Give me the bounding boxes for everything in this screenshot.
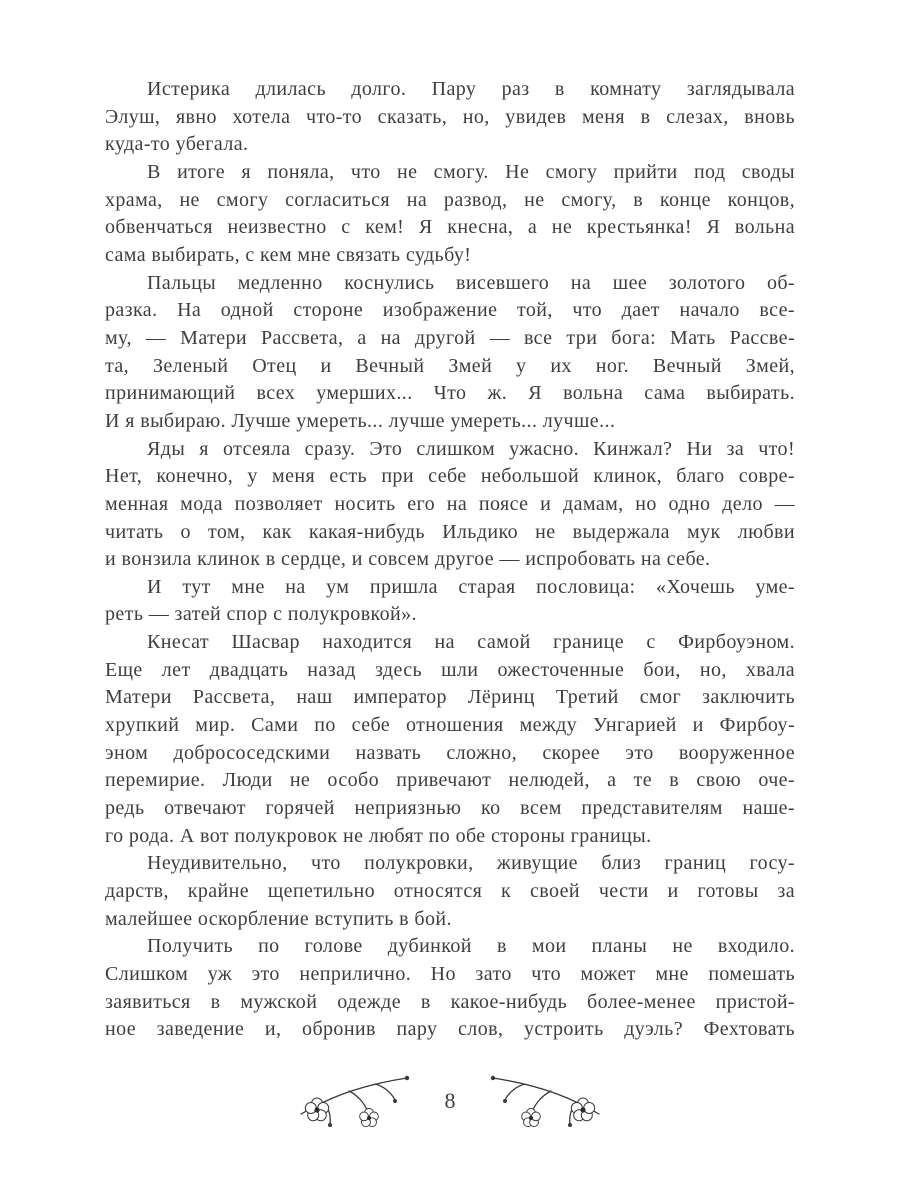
text-line: ное заведение и, обронив пару слов, устроить дуэль? Фехтовать xyxy=(105,1018,795,1041)
paragraph xyxy=(105,574,795,629)
text-line: реть — затей спор с полукровкой». xyxy=(105,603,417,626)
text-line: Нет, конечно, у меня есть при себе небольшой клинок, благо совре- xyxy=(105,465,795,488)
page-text xyxy=(105,76,795,1044)
paragraph xyxy=(105,436,795,574)
text-line: дарств, крайне щепетильно относятся к своей чести и готовы за xyxy=(105,880,795,903)
text-line: И тут мне на ум пришла старая пословица: «Хочешь уме- xyxy=(147,575,795,598)
paragraph xyxy=(105,159,795,270)
paragraph xyxy=(105,850,795,933)
text-line: малейшее оскорбление вступить в бой. xyxy=(105,907,452,930)
text-line: Получить по голове дубинкой в мои планы не входило. xyxy=(147,935,795,958)
floral-ornament-left-icon xyxy=(295,1070,413,1132)
text-line: обвенчаться неизвестно с кем! Я кнесна, а не крестьянка! Я вольна xyxy=(105,216,795,239)
text-line: менная мода позволяет носить его на поясе и дамам, но одно дело — xyxy=(105,492,795,515)
text-line: заявиться в мужской одежде в какое-нибудь более-менее пристой- xyxy=(105,990,795,1013)
text-line: храма, не смогу согласиться на развод, не смогу, в конце концов, xyxy=(105,188,795,211)
text-line: читать о том, как какая-нибудь Ильдико не выдержала мук любви xyxy=(105,520,795,543)
text-line: разка. На одной стороне изображение той, что дает начало все- xyxy=(105,299,795,322)
text-line: сама выбирать, с кем мне связать судьбу! xyxy=(105,243,472,266)
text-line: Пальцы медленно коснулись висевшего на шее золотого об- xyxy=(147,271,795,294)
text-line: го рода. А вот полукровок не любят по обе стороны границы. xyxy=(105,824,652,847)
text-line: И я выбираю. Лучше умереть... лучше умереть... лучше... xyxy=(105,409,616,432)
text-line: му, — Матери Рассвета, а на другой — все три бога: Мать Рассве- xyxy=(105,326,795,349)
text-line: эном добрососедскими назвать сложно, скорее это вооруженное xyxy=(105,741,795,764)
paragraph xyxy=(105,933,795,1044)
text-line: Неудивительно, что полукровки, живущие близ границ госу- xyxy=(147,852,795,875)
paragraph xyxy=(105,76,795,159)
text-line: Кнесат Шасвар находится на самой границе с Фирбоуэном. xyxy=(147,631,795,654)
text-line: та, Зеленый Отец и Вечный Змей у их ног. Вечный Змей, xyxy=(105,354,795,377)
text-line: Истерика длилась долго. Пару раз в комнату заглядывала xyxy=(147,78,795,100)
text-line: В итоге я поняла, что не смогу. Не смогу прийти под своды xyxy=(147,160,795,183)
text-line: редь отвечают горячей неприязнью ко всем представителям наше- xyxy=(105,797,795,820)
text-line: перемирие. Люди не особо привечают нелюдей, а те в свою оче- xyxy=(105,769,795,792)
text-line: хрупкий мир. Сами по себе отношения между Унгарией и Фирбоу- xyxy=(105,714,795,737)
text-line: куда-то убегала. xyxy=(105,133,249,156)
text-line: Еще лет двадцать назад здесь шли ожесточенные бои, но, хвала xyxy=(105,658,795,681)
page-number: 8 xyxy=(444,1087,456,1113)
page-footer xyxy=(0,1070,900,1132)
floral-ornament-right-icon xyxy=(487,1070,605,1132)
text-line: Матери Рассвета, наш император Лёринц Третий смог заключить xyxy=(105,686,795,709)
text-line: Слишком уж это неприлично. Но зато что может мне помешать xyxy=(105,963,795,985)
paragraph xyxy=(105,270,795,436)
text-line: принимающий всех умерших... Что ж. Я вольна сама выбирать. xyxy=(105,382,795,405)
text-line: и вонзила клинок в сердце, и совсем другое — испробовать на себе. xyxy=(105,548,711,571)
paragraph xyxy=(105,629,795,850)
text-line: Яды я отсеяла сразу. Это слишком ужасно. Кинжал? Ни за что! xyxy=(147,437,795,460)
text-line: Элуш, явно хотела что-то сказать, но, увидев меня в слезах, вновь xyxy=(105,105,795,128)
